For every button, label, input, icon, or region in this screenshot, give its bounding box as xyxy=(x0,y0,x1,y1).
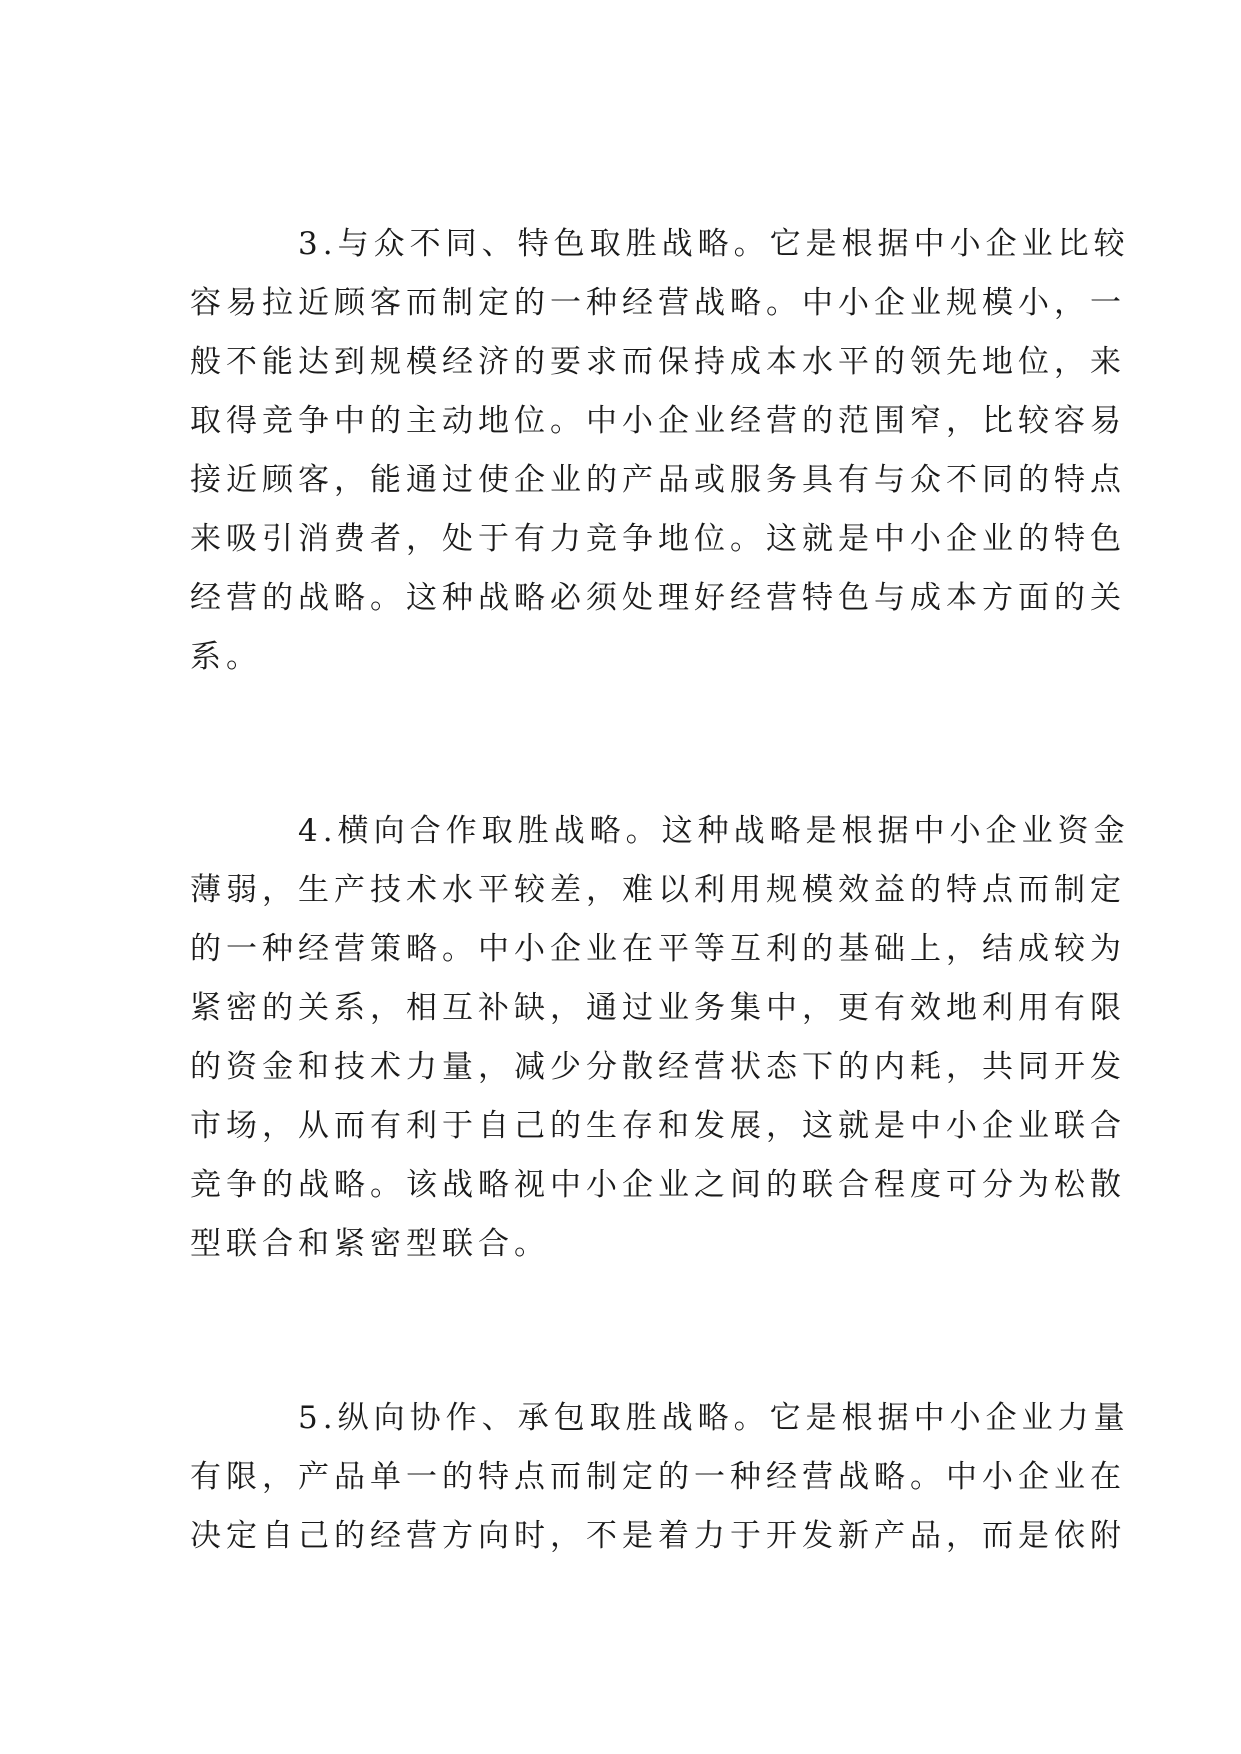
paragraph-line: 紧密的关系，相互补缺，通过业务集中，更有效地利用有限 xyxy=(190,990,1126,1026)
paragraph-line: 4.横向合作取胜战略。这种战略是根据中小企业资金 xyxy=(298,813,1130,849)
paragraph-line: 的一种经营策略。中小企业在平等互利的基础上，结成较为 xyxy=(190,931,1126,967)
paragraph-5 xyxy=(190,1389,1130,1566)
paragraph-line: 的资金和技术力量，减少分散经营状态下的内耗，共同开发 xyxy=(190,1049,1126,1085)
paragraph-line: 薄弱，生产技术水平较差，难以利用规模效益的特点而制定 xyxy=(190,872,1126,908)
paragraph-3 xyxy=(190,215,1130,687)
paragraph-line: 容易拉近顾客而制定的一种经营战略。中小企业规模小，一 xyxy=(190,285,1126,321)
paragraph-line: 决定自己的经营方向时，不是着力于开发新产品，而是依附 xyxy=(190,1518,1126,1554)
paragraph-line: 系。 xyxy=(190,639,262,675)
paragraph-line: 3.与众不同、特色取胜战略。它是根据中小企业比较 xyxy=(298,226,1130,262)
paragraph-line: 有限，产品单一的特点而制定的一种经营战略。中小企业在 xyxy=(190,1459,1126,1495)
paragraph-line: 型联合和紧密型联合。 xyxy=(190,1226,550,1262)
paragraph-4 xyxy=(190,802,1130,1274)
paragraph-line: 接近顾客，能通过使企业的产品或服务具有与众不同的特点 xyxy=(190,462,1126,498)
paragraph-line: 来吸引消费者，处于有力竞争地位。这就是中小企业的特色 xyxy=(190,521,1126,557)
paragraph-line: 竞争的战略。该战略视中小企业之间的联合程度可分为松散 xyxy=(190,1167,1126,1203)
paragraph-line: 般不能达到规模经济的要求而保持成本水平的领先地位，来 xyxy=(190,344,1126,380)
paragraph-line: 经营的战略。这种战略必须处理好经营特色与成本方面的关 xyxy=(190,580,1126,616)
paragraph-line: 5.纵向协作、承包取胜战略。它是根据中小企业力量 xyxy=(298,1400,1130,1436)
paragraph-line: 市场，从而有利于自己的生存和发展，这就是中小企业联合 xyxy=(190,1108,1126,1144)
paragraph-line: 取得竞争中的主动地位。中小企业经营的范围窄，比较容易 xyxy=(190,403,1126,439)
